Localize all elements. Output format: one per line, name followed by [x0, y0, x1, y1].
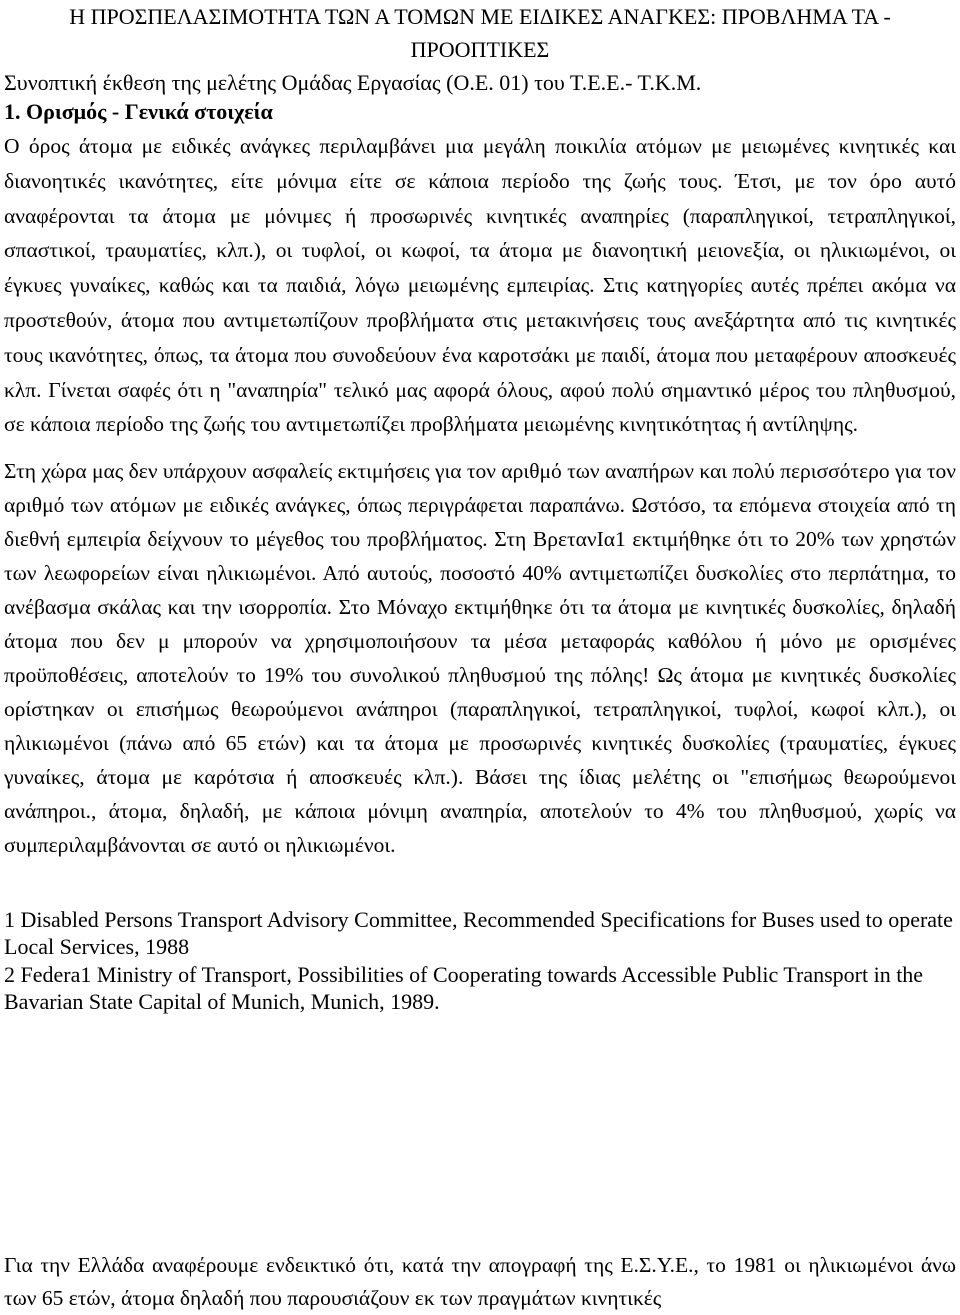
section-heading: 1. Ορισμός - Γενικά στοιχεία	[4, 99, 273, 124]
footnote-2: 2 Federa1 Ministry of Transport, Possibilities of Cooperating towards Accessible Public Transport in the Bavarian State Capital of Munich, Munich, 1989.	[4, 962, 924, 1015]
body-paragraph-1: Ο όρος άτομα με ειδικές ανάγκες περιλαμβάνει μια μεγάλη ποικιλία ατόμων με μειωμένες κινητικές και διανοητικές ικανότητες, είτε μόνιμα είτε σε κάποια περίοδο της ζωής τους. Έτσι, με τον όρο αυτό αναφέρονται τα άτομα με μόνιμες ή προσωρινές κινητικές αναπηρίες (παραπληγικοί, τετραπληγικοί, σπαστικοί, τραυματίες, κλπ.), οι τυφλοί, οι κωφοί, τα άτομα με διανοητική μειονεξία, οι ηλικιωμένοι, οι έγκυες γυναίκες, καθώς και τα παιδιά, λόγω μειωμένης εμπειρίας. Στις κατηγορίες αυτές πρέπει ακόμα να προστεθούν, άτομα που αντιμετωπίζουν προβλήματα στις μετακινήσεις τους ανεξάρτητα από τις κινητικές τους ικανότητες, όπως, τα άτομα που συνοδεύουν ένα καροτσάκι με παιδί, άτομα που μεταφέρουν αποσκευές κλπ. Γίνεται σαφές ότι η "αναπηρία" τελικό μας αφορά όλους, αφού πολύ σημαντικό μέρος του πληθυσμού, σε κάποια περίοδο της ζωής του αντιμετωπίζει προβλήματα μειωμένης κινητικότητας ή αντίληψης.	[4, 134, 956, 437]
document-subtitle: Συνοπτική έκθεση της μελέτης Ομάδας Εργασίας (Ο.Ε. 01) του Τ.Ε.Ε.- Τ.Κ.Μ.	[4, 70, 702, 95]
body-paragraph-3: Για την Ελλάδα αναφέρουμε ενδεικτικό ότι, κατά την απογραφή της Ε.Σ.Υ.Ε., το 1981 οι ηλικιωμένοι άνω των 65 ετών, άτομα δηλαδή που παρουσιάζουν εκ των πραγμάτων κινητικές	[4, 1253, 956, 1310]
body-paragraph-2: Στη χώρα μας δεν υπάρχουν ασφαλείς εκτιμήσεις για τον αριθμό των αναπήρων και πολύ περισσότερο για τον αριθμό των ατόμων με ειδικές ανάγκες, όπως περιγράφεται παραπάνω. Ωστόσο, τα επόμενα στοιχεία από τη διεθνή εμπειρία δείχνουν το μέγεθος του προβλήματος. Στη ΒρετανΙα1 εκτιμήθηκε ότι το 20% των χρηστών των λεωφορείων είναι ηλικιωμένοι. Από αυτούς, ποσοστό 40% αντιμετωπίζει δυσκολίες στο περπάτημα, το ανέβασμα σκάλας και την ισορροπία. Στο Μόναχο εκτιμήθηκε ότι τα άτομα με κινητικές δυσκολίες, δηλαδή άτομα που δεν μ μπορούν να χρησιμοποιήσουν τα μέσα μεταφοράς καθόλου ή μόνο με ορισμένες προϋποθέσεις, αποτελούν το 19% του συνολικού πληθυσμού της πόλης! Ως άτομα με κινητικές δυσκολίες ορίστηκαν οι επισήμως θεωρούμενοι ανάπηροι (παραπληγικοί, τετραπληγικοί, τυφλοί, κωφοί κλπ.), οι ηλικιωμένοι (πάνω από 65 ετών) και τα άτομα με προσωρινές κινητικές δυσκολίες (τραυματίες, έγκυες γυναίκες, άτομα με καρότσια ή αποσκευές κλπ.). Βάσει της ίδιας μελέτης οι "επισήμως θεωρούμενοι ανάπηροι., άτομα, δηλαδή, με κάποια μόνιμη αναπηρία, αποτελούν το 4% του πληθυσμού, χωρίς να συμπεριλαμβάνονται σε αυτό οι ηλικιωμένοι.	[4, 459, 956, 858]
document-title: Η ΠΡΟΣΠΕΛΑΣΙΜΟΤΗΤΑ ΤΩΝ Α ΤΟΜΩΝ ΜΕ ΕΙΔΙΚΕΣ ΑΝΑΓΚΕΣ: ΠΡΟΒΛΗΜΑ ΤΑ - ΠΡΟΟΠΤΙΚΕΣ	[69, 4, 891, 62]
footnotes	[0, 906, 960, 1015]
footnote-1: 1 Disabled Persons Transport Advisory Committee, Recommended Specifications for Buses used to operate Local Services, 1988	[4, 907, 953, 960]
